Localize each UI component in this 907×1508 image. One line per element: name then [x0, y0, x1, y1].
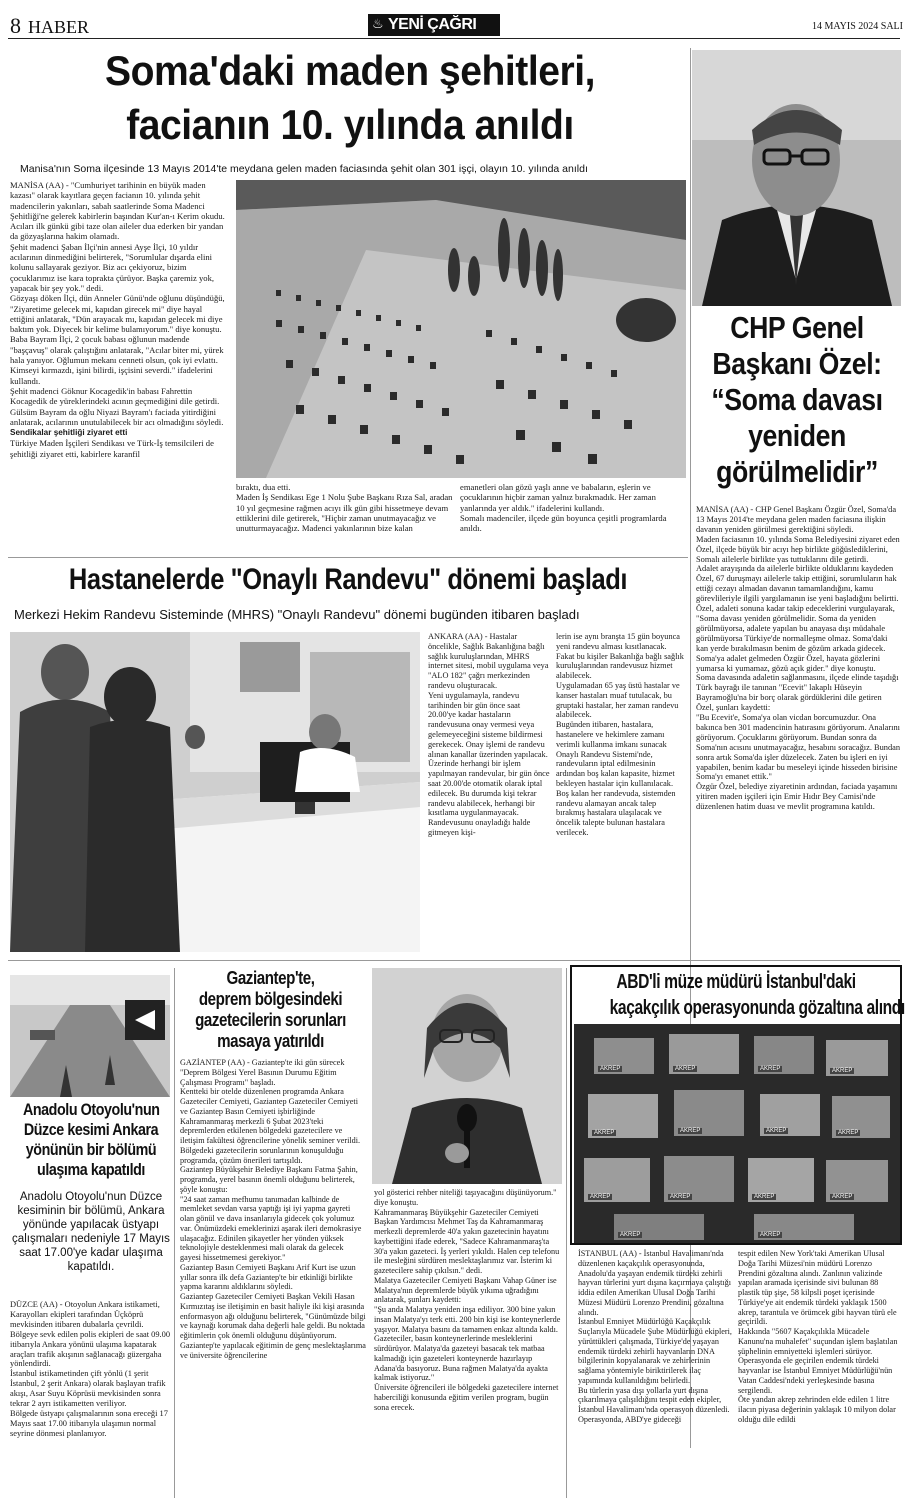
chp-headline-line2: Başkanı Özel: — [712, 346, 882, 381]
abd-headline-line2: kaçakçılık operasyonunda gözaltına alındı — [609, 997, 905, 1019]
flame-icon: ♨ — [372, 16, 384, 31]
otoyol-headline-line4: ulaşıma kapatıldı — [37, 1160, 145, 1179]
bag-label: AKREP — [594, 1130, 615, 1136]
bag-label: AKREP — [832, 1068, 853, 1074]
hastane-top-rule — [8, 557, 688, 558]
bag-label: AKREP — [670, 1194, 691, 1200]
section-name: HABER — [28, 17, 90, 37]
soma-column-1 — [10, 180, 228, 552]
bag-label: AKREP — [760, 1232, 781, 1238]
evidence-bag — [760, 1094, 820, 1136]
chp-headline-line1: CHP Genel — [730, 310, 864, 345]
scorpion-bags-photo — [574, 1024, 900, 1243]
gaziantep-headline-line3: gazetecilerin sorunları — [195, 1010, 346, 1030]
soma-paragraph: Türkiye Maden İşçileri Sendikası ve Türk-İş temsilcileri de şehitliği ziyaret etti, kabirlere karanfil — [10, 438, 214, 459]
evidence-bag — [584, 1158, 650, 1202]
masthead-logo — [368, 14, 500, 36]
evidence-bag — [664, 1156, 734, 1202]
hastane-column-2: lerin ise aynı branşta 15 gün boyunca yeni randevu alması kısıtlanacak. Fakat bu kişiler Bakanlığa bağlı sağlık kuruluşlarından randevusuz hizmet alabilecek. Uygulamadan 65 yaş üstü hastalar ve kanser hastaları muaf tutulacak, bu gruptaki hastalar, her zaman randevu alabilecek. Bugünden itibaren, hastalara, hastanelere ve hekimlere zamanı verimli kullanma imkanı sunacak Onaylı Randevu Sistemi'nde, randevuların iptal edilmesinin ardından boş kalan kapasite, hizmet bekleyen hastalar için kullanılacak. Boş kalan her randevuda, sistemden randevu alamayan ancak talep bırakmış hastalara ulaşılacak ve öncelik talepte bulunan hastalara verilecek. — [556, 632, 684, 837]
soma-column-3: emanetleri olan gözü yaşlı anne ve babaların, eşlerin ve çocuklarının hiçbir zaman yalnız bırakmadık. Her zaman yanlarında yer aldık." ifadelerini kullandı. Somalı madenciler, ilçede gün boyunca çeşitli programlarda anıldı. — [460, 482, 667, 534]
bag-label: AKREP — [760, 1066, 781, 1072]
gaziantep-headline-line4: masaya yatırıldı — [217, 1031, 324, 1051]
evidence-bag — [832, 1096, 890, 1138]
chp-headline-line5: görülmelidir” — [716, 454, 878, 489]
hastane-column-1: ANKARA (AA) - Hastalar öncelikle, Sağlık Bakanlığına bağlı sağlık kuruluşlarından, MHRS internet sitesi, mobil uygulama veya "ALO 182" çağrı merkezinden randevu oluşturacak. Yeni uygulamayla, randevu tarihinden bir gün önce saat 20.00'ye kadar hastaların randevusuna onay vermesi veya gelemeyeceğini sisteme bildirmesi gerekecek. Onay işlemi de randevu alınan kanallar üzerinden yapılacak. Üzerinde herhangi bir işlem yapılmayan randevular, bir gün önce saat 20.00'de otomatik olarak iptal edilecek. Bu durumda kişi tekrar randevu alabilecek, herhangi bir kısıtlama uygulanmayacak. Randevusunu onayladığı halde gitmeyen kişi- — [428, 632, 550, 837]
abd-column-1: İSTANBUL (AA) - İstanbul Havalimanı'nda düzenlenen kaçakçılık operasyonunda, Anadolu'da yaşayan endemik türdeki zehirli hayvan türlerini yurt dışına kaçırmaya çalıştığı iddia edilen Amerikan Ulusal Doğa Tarihi Müzesi Müdürü Lorenzo Prendini, gözaltına alındı. İstanbul Emniyet Müdürlüğü Kaçakçılık Suçlarıyla Mücadele Şube Müdürlüğü ekipleri, yürüttükleri çalışmada, Türkiye'de yaşayan endemik türdeki zehirli hayvanların DNA bilgilerinin kopyalanarak ve zehirlerinin sağlama yöntemiyle biriktirilerek ilaç yapımında kullanıldığını belirledi. Bu türlerin yasa dışı yollarla yurt dışına çıkarılmaya çalışıldığını tespit eden ekipler, İstanbul Havalimanı'nda operasyon düzenledi. Operasyonda, ABD'ye gideceği — [578, 1249, 732, 1424]
gaziantep-column-2: yol gösterici rehber niteliği taşıyacağını düşünüyorum." diye konuştu. Kahramanmaraş Büyükşehir Gazeteciler Cemiyeti Başkan Yardımcısı Mehmet Taş da Kahramanmaraş merkezli depremlerde 40'a yakın gazetecinin hayatını kaybettiğini ifade ederek, "Sadece Kahramanmaraş'ta 30'a yakın gazeteci. İş yerleri yıkıldı. Halen cep telefonu ile mesleğini sürdüren meslektaşlarımız var. İsterim ki gazetecilere sahip çıkılsın." dedi. Malatya Gazeteciler Cemiyeti Başkanı Vahap Güner ise Malatya'nın depremlerde büyük yıkıma uğradığını anlatarak, şunları kaydetti: "Şu anda Malatya yeniden inşa ediliyor. 300 bine yakın insan Malatya'yı terk etti. 200 bin kişi ise konteynerlerde yaşıyor. Malatya basını da tamamen enkaz altında kaldı. Gazeteciler, basın konteynerlerinde mesleklerini sürdürüyor. Malatya'da gazeteyi basacak tek matbaa kalmadığı için gazeteleri konteynerde hazırlayıp Adana'da basıyoruz. Buna rağmen Malatya'da ayakta kalmak istiyoruz." Üniversite öğrencileri ile bölgedeki gazetecilere internet haberciliği konusunda eğitim verilen program, bugün sona erecek. — [374, 1188, 561, 1412]
bag-label: AKREP — [680, 1128, 701, 1134]
otoyol-road-photo — [10, 975, 170, 1097]
soma-cemetery-photo — [236, 180, 686, 478]
evidence-bag — [826, 1160, 888, 1202]
soma-paragraph: Gözyaşı döken İlçi, dün Anneler Günü'nde oğlunu düşündüğü, "Ziyaretime gelecek mi, kapıdan girecek mi" diye hayal ettiğini anlatarak, "Dün arayacak mı, kapıdan gelecek mi diye baktım yok. Diyecek bir kelime bulamıyorum." diye konuştu. — [10, 293, 225, 335]
soma-paragraph: Baba Bayram İlçi, 2 çocuk babası oğlunun madende "başçavuş" olarak çalıştığını anlatarak, "Acılar biter mi, yürek hala yanıyor. Oğlumun mekanı cenneti olsun, çok iyi evlattı. Kimseyi kırmazdı, işini bilirdi, işçisini severdi." ifadelerini kullandı. — [10, 334, 224, 386]
evidence-bag — [588, 1094, 658, 1138]
ozel-portrait-photo — [692, 50, 901, 306]
gaziantep-headline-line1: Gaziantep'te, — [226, 968, 315, 988]
soma-column-2: bıraktı, dua etti. Maden İş Sendikası Ege 1 Nolu Şube Başkanı Rıza Sal, aradan 10 yıl geçmesine rağmen acıyı ilk gün gibi hissetmeye devam ettiklerini dile getirerek, "Hiçbir zaman unutmayacağız ve unutturmayacağız. Madenci yakınlarının bize kalan — [236, 482, 453, 534]
header-rule — [8, 38, 900, 39]
evidence-bag — [826, 1040, 888, 1076]
soma-headline-line1: Soma'daki maden şehitleri, — [105, 47, 595, 94]
page-header — [0, 0, 907, 44]
evidence-bag — [614, 1214, 704, 1240]
evidence-bag — [594, 1038, 654, 1074]
soma-headline-line2: facianın 10. yılında anıldı — [126, 101, 574, 148]
evidence-bag — [754, 1036, 814, 1074]
hastane-subtitle: Merkezi Hekim Randevu Sisteminde (MHRS) "Onaylı Randevu" dönemi bugünden itibaren başladı — [14, 607, 580, 622]
evidence-bag — [748, 1158, 814, 1202]
soma-paragraph: Gülsüm Bayram da oğlu Niyazi Bayram'ı faciada yitirdiğini anlatarak, acılarının unutulabilecek bir acı olmadığını söyledi. — [10, 406, 224, 427]
sahin-microphone-photo — [372, 968, 562, 1184]
column-rule-2 — [566, 968, 567, 1498]
evidence-bag — [669, 1034, 739, 1074]
hastane-desk-photo — [10, 632, 420, 952]
abd-column-2: tespit edilen New York'taki Amerikan Ulusal Doğa Tarihi Müzesi'nin müdürü Lorenzo Prendini gözaltına alındı. Zanlının valizinde yapılan aramada içerisinde sivi bulunan 88 plastik tüp şişe, 58 kilpsli poşet içerisinde Türkiye'ye ait endemik türdeki yaklaşık 1500 akrep, tarantula ve örümcek gibi hayvan türü ele geçirildi. Hakkında "5607 Kaçakçılıkla Mücadele Kanunu'na muhalefet" suçundan işlem başlatılan şüphelinin emniyetteki işlemleri sürüyor. Operasyonda ele geçirilen endemik türdeki hayvanlar ise İstanbul Emniyet Müdürlüğü'nün Vatan Caddesi'ndeki yerleşkesinde basına sergilendi. Öte yandan akrep zehrinden elde edilen 1 litre ilacın piyasa değerinin yaklaşık 10 milyon dolar olduğu dile edildi — [738, 1249, 898, 1424]
abd-headline-line1: ABD'li müze müdürü İstanbul'daki — [616, 971, 856, 993]
bag-label: AKREP — [766, 1128, 787, 1134]
hastane-headline: Hastanelerde "Onaylı Randevu" dönemi başladı — [68, 563, 628, 596]
evidence-bag — [754, 1214, 854, 1240]
soma-subtitle: Manisa'nın Soma ilçesinde 13 Mayıs 2014'te meydana gelen maden faciasında şehit olan 301 işçi, olayın 10. yılında anıldı — [20, 163, 588, 175]
column-rule-1 — [174, 968, 175, 1498]
soma-paragraph: Şehit madenci Göknur Kocagedik'in babası Fahrettin Kocagedik de yüreklerindeki acının geçmediğini dile getirdi. — [10, 385, 220, 407]
bag-label: AKREP — [832, 1194, 853, 1200]
soma-subheading: Sendikalar şehitliği ziyaret etti — [10, 428, 128, 438]
page-number: 8 — [10, 13, 21, 38]
bag-label: AKREP — [754, 1194, 775, 1200]
bag-label: AKREP — [590, 1194, 611, 1200]
otoyol-headline-line1: Anadolu Otoyolu'nun — [22, 1100, 160, 1119]
chp-headline-line4: yeniden — [748, 418, 846, 453]
otoyol-lead: Anadolu Otoyolu'nun Düzce kesiminin bir bölümü, Ankara yönünde yapılacak üstyapı çalışmaları nedeniyle 17 Mayıs saat 17.00'ye kadar ulaşıma kapatıldı. — [12, 1191, 170, 1273]
bag-label: AKREP — [838, 1130, 859, 1136]
soma-paragraph: Acıları ilk günkü gibi taze olan aileler dua ederken bir yandan da gözyaşlarına hakim olamadı. — [10, 221, 224, 242]
bottom-rule — [8, 960, 900, 961]
soma-paragraph: MANİSA (AA) - "Cumhuriyet tarihinin en büyük maden kazası" olarak kayıtlara geçen facianın 10. yılında şehit madencilerin yakınları, sabah saatlerinde Soma Madenci Şehitliği'ne gelerek kabirlerin başından Kur'an-ı Kerim okudu. — [10, 180, 225, 221]
gaziantep-headline-line2: deprem bölgesindeki — [198, 989, 343, 1009]
soma-paragraph: Şehit madenci Şaban İlçi'nin annesi Ayşe İlçi, 10 yıldır acılarının dinmediğini belirterek, "Sorumlular dışarda elini kolunu sallayarak geziyor. Biz acı çekiyoruz, bizim çocuklarımız ise kara toprakta çürüyor. Başka çaremiz yok, yapacak bir şey yok." dedi. — [10, 241, 215, 293]
logo-text: YENİ ÇAĞRI — [388, 16, 477, 33]
issue-date: 14 MAYIS 2024 SALI — [811, 21, 903, 32]
otoyol-body-text: DÜZCE (AA) - Otoyolun Ankara istikameti, Karayolları ekipleri tarafından Üçköprü mevkisinden itibaren dubalarla çevrildi. Bölgeye sevk edilen polis ekipleri de saat 09.00 itibarıyla Ankara yönünü ulaşıma kapatarak araçları trafik akışının sağlanacağı güzergaha yönlendirdi. İstanbul istikametinden çift yönlü (1 şerit İstanbul, 2 şerit Ankara) olarak başlayan trafik akışı, Asar Suyu Köprüsü mevkisinden sonra tekrar 2 ayrı istikametten veriliyor. Bölgede üstyapı çalışmalarının sona ereceği 17 Mayıs saat 17.00 itibarıyla ulaşımın normal seyrine dönmesi planlanıyor. — [10, 1300, 171, 1438]
otoyol-headline-line3: yönünün bir bölümü — [25, 1140, 157, 1159]
otoyol-headline-line2: Düzce kesimi Ankara — [23, 1120, 159, 1139]
bag-label: AKREP — [675, 1066, 696, 1072]
gaziantep-column-1: GAZİANTEP (AA) - Gaziantep'te iki gün sürecek "Deprem Bölgesi Yerel Basının Durumu Eğitim Çalışması Programı" başladı. Kentteki bir otelde düzenlenen programda Ankara Gazeteciler Cemiyeti, Gaziantep Gazeteciler Cemiyeti ve Gaziantep Basın Cemiyeti işbirliğinde Kahramanmaraş merkezli 6 Şubat 2023'teki depremlerden etkilenen bölgedeki gazetecilere ve iletişim fakültesi öğrencilerine yönelik seminer verildi. Bölgedeki gazetecilerin sorunlarının konuşulduğu programda, çözüm önerileri tartışıldı. Gaziantep Büyükşehir Belediye Başkanı Fatma Şahin, programda, yerel basının önemli olduğunu belirterek, şöyle konuştu: "24 saat zaman mefhumu tanımadan kalbinde de memleket sevdan varsa yaptığı işi iyi yapma gayreti olan gönül ve dava insanlarıyla gidecek çok yolumuz var. Önümüzdeki emeklerinizi aşarak ileri demokrasiye ulaşacağız. Edinilen şikayetler her yönden yüksek teknolojiyle desteklenmesi mali olarak da gelecek gayesi hissetmemesi gerekiyor." Gaziantep Basın Cemiyeti Başkanı Arif Kurt ise uzun yıllar sonra ilk defa Gaziantep'te bir etkinliği birlikte yapma kararını aldıklarını söyledi. Gaziantep Gazeteciler Cemiyeti Başkan Vekili Hasan Kırmızıtaş ise iletişimin en basit haliyle iki kişi arasında enformasyon ağı olduğunu belirterek, "Günümüzde bilgi ve kaynağı korumak daha değerli hale geldi. Bu noktada eğitimlerin çok önemli olduğunu düşünüyorum. Gaziantep'te yapılacak eğitimin de genç meslektaşlarıma ve üniversite öğrencilerine — [180, 1058, 366, 1360]
chp-headline-line3: “Soma davası — [711, 382, 883, 417]
evidence-bag — [674, 1090, 744, 1136]
bag-label: AKREP — [600, 1066, 621, 1072]
chp-body-text: MANİSA (AA) - CHP Genel Başkanı Özgür Özel, Soma'da 13 Mayıs 2014'te meydana gelen maden faciasına ilişkin davanın yeniden görülmesi gerektiğini söyledi. Maden faciasının 10. yılında Soma Belediyesini ziyaret eden Özel, ilçede büyük bir acıyı hep birlikte göğüslediklerini, Somalı ailelerle birlikte yas tuttuklarını dile getirdi. Adalet arayışında da ailelerle birlikte olduklarını kaydeden Özel, 67 duruşmayı ailelerle takip ettiğini, sorumluların hak ettiği cezayı almadan davanın tamamlandığını, kamu görevlileriyle ilgili yargılamanın ise yeni başladığını belirtti. Özel, adaleti sonuna kadar takip edeceklerini vurgulayarak, "Soma davası yeniden görülmelidir. Soma da yeniden görülmüyorsa, adalete yapılan bu anayasa dışı müdahale görülmüyorsa Türkiye'de normalleşme olmaz. Soma'daki kan yerde bırakılmasın benim de gözüm arkada gidecek. Soma'ya adalet gelmeden Özgür Özel, hayata gözlerini yumarsa ki yumamaz, gözü açık gider." diye konuştu. Soma davasında adaletin sağlanmasını, ilçede elinde taşıdığı Türk bayrağı ile tanınan "Ecevit" lakaplı Hüseyin Bayramoğlu'na bir borç olarak gördüklerini dile getiren Özel, şunları kaydetti: "Bu Ecevit'e, Soma'ya olan vicdan borcumuzdur. Ona bakınca ben 301 madencinin hatırasını görüyorum. Analarını görüyorum. Çocuklarını görüyorum. Bundan sonra da Soma'nın acısını unutmayacağız, hesabını soracağız. Bundan sonra artık Soma'da işler düzelecek. Zaten bu işleri en iyi yapabilen, benim kadar bu meseleyi içinde hisseden birisine Soma'yı emanet ettik." Özgür Özel, belediye ziyaretinin ardından, faciada yaşamını yitiren maden işçileri için Emir Hıdır Bey Camisi'nde düzenlenen hatim duası ve mevlit programına katıldı. — [696, 505, 901, 812]
bag-label: AKREP — [620, 1232, 641, 1238]
